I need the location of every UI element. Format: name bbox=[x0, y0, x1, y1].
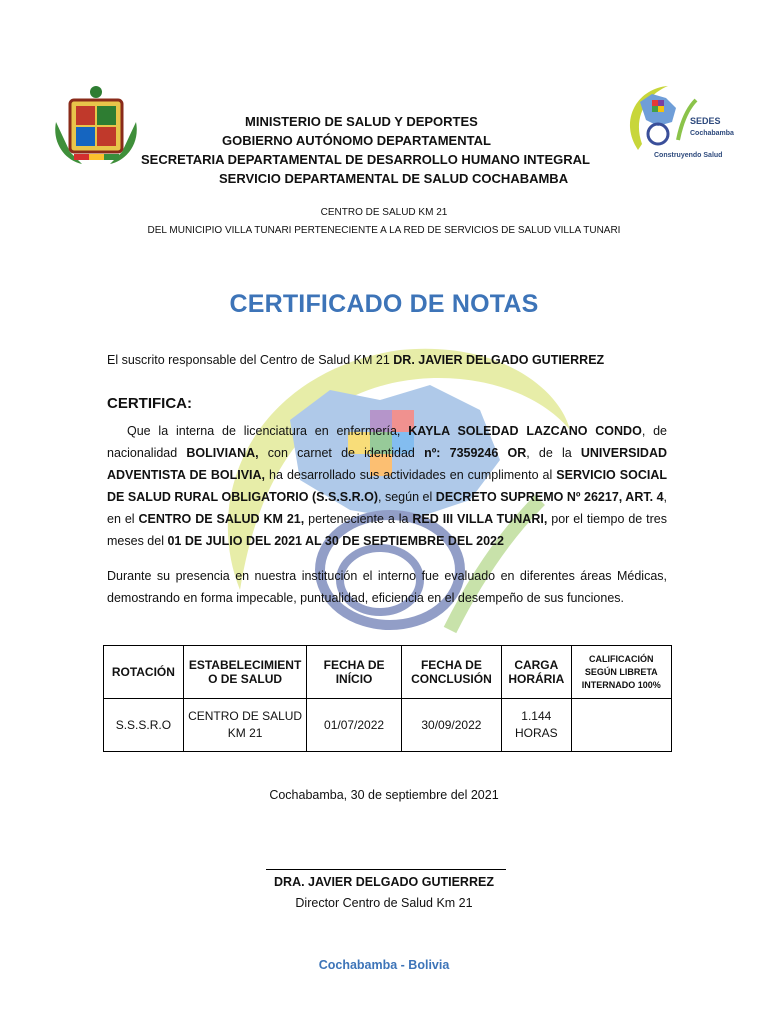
intro-text: El suscrito responsable del Centro de Salud KM 21 bbox=[107, 353, 394, 367]
university-name: UNIVERSIDAD ADVENTISTA DE BOLIVIA, bbox=[107, 446, 667, 482]
para1-text: , de la bbox=[526, 446, 581, 460]
nationality: BOLIVIANA, bbox=[186, 446, 259, 460]
table-row bbox=[104, 699, 672, 752]
para1-text: , en el bbox=[107, 490, 668, 526]
cell-fecha-inicio: 01/07/2022 bbox=[307, 699, 401, 752]
sedes-brand: SEDES bbox=[690, 116, 721, 126]
evaluation-paragraph: Durante su presencia en nuestra institución el interno fue evaluado en diferentes áreas Médicas, demostrando en forma impecable, puntualidad, eficiencia en el desempeño de sus funciones. bbox=[107, 569, 667, 605]
certification-paragraph bbox=[107, 420, 667, 552]
th-rotacion: ROTACIÓN bbox=[104, 646, 184, 699]
cell-establecimiento: CENTRO DE SALUD KM 21 bbox=[183, 699, 307, 752]
header-line-gobierno: GOBIERNO AUTÓNOMO DEPARTAMENTAL bbox=[222, 133, 491, 148]
para1-text: , de nacionalidad bbox=[107, 424, 667, 460]
signatory-name: DRA. JAVIER DELGADO GUTIERREZ bbox=[274, 875, 494, 889]
health-center-name: CENTRO DE SALUD KM 21, bbox=[138, 512, 305, 526]
signatory-role: Director Centro de Salud Km 21 bbox=[295, 896, 473, 910]
header-line-servicio: SERVICIO DEPARTAMENTAL DE SALUD COCHABAMBA bbox=[219, 171, 569, 186]
th-establecimiento: ESTABELECIMIENT O DE SALUD bbox=[183, 646, 307, 699]
table-header-row bbox=[104, 646, 672, 699]
header-line-secretaria: SECRETARIA DEPARTAMENTAL DE DESARROLLO HUMANO INTEGRAL bbox=[141, 152, 590, 167]
th-carga-horaria: CARGA HORÁRIA bbox=[502, 646, 571, 699]
period-dates: 01 DE JULIO DEL 2021 AL 30 DE SEPTIEMBRE DEL 2022 bbox=[167, 534, 504, 548]
decree-reference: DECRETO SUPREMO Nº 26217, ART. 4 bbox=[435, 490, 664, 504]
document-title: CERTIFICADO DE NOTAS bbox=[229, 290, 539, 318]
para1-text: Que la interna de licenciatura en enfermería, bbox=[127, 424, 409, 438]
certifica-heading: CERTIFICA: bbox=[107, 395, 192, 412]
cell-rotacion: S.S.S.R.O bbox=[104, 699, 184, 752]
para1-text: perteneciente a la bbox=[304, 512, 413, 526]
grades-table bbox=[103, 645, 672, 752]
student-name: KAYLA SOLEDAD LAZCANO CONDO bbox=[408, 424, 642, 438]
subheader-municipio: DEL MUNICIPIO VILLA TUNARI PERTENECIENTE A LA RED DE SERVICIOS DE SALUD VILLA TUNARI bbox=[147, 225, 621, 236]
header-line-ministerio: MINISTERIO DE SALUD Y DEPORTES bbox=[245, 114, 478, 129]
footer-location: Cochabamba - Bolivia bbox=[318, 958, 450, 972]
sedes-tagline: Construyendo Salud bbox=[654, 152, 723, 159]
intro-paragraph bbox=[107, 349, 667, 371]
sedes-logo bbox=[618, 80, 734, 168]
id-number: nº: 7359246 OR bbox=[424, 446, 527, 460]
th-fecha-inicio: FECHA DE INÍCIO bbox=[307, 646, 401, 699]
intro-name: DR. JAVIER DELGADO GUTIERREZ bbox=[393, 353, 605, 367]
th-fecha-conclusion: FECHA DE CONCLUSIÓN bbox=[401, 646, 501, 699]
signature-line bbox=[266, 869, 506, 870]
para1-text: ha desarrollado sus actividades en cumplimento al bbox=[265, 468, 557, 482]
subheader-centro: CENTRO DE SALUD KM 21 bbox=[320, 207, 448, 218]
network-name: RED III VILLA TUNARI, bbox=[412, 512, 548, 526]
th-calificacion: CALIFICACIÓN SEGÚN LIBRETA INTERNADO 100% bbox=[571, 646, 672, 699]
cell-calificacion bbox=[571, 699, 672, 752]
para1-text: con carnet de identidad bbox=[258, 446, 425, 460]
service-name: SERVICIO SOCIAL DE SALUD RURAL OBLIGATORIO (S.S.S.R.O) bbox=[107, 468, 668, 504]
place-date: Cochabamba, 30 de septiembre del 2021 bbox=[269, 788, 499, 802]
cell-fecha-conclusion: 30/09/2022 bbox=[401, 699, 501, 752]
cell-carga-horaria: 1.144 HORAS bbox=[502, 699, 571, 752]
sedes-region: Cochabamba bbox=[690, 130, 734, 137]
para1-text: , según el bbox=[378, 490, 436, 504]
para1-text: por el tiempo de tres meses del bbox=[107, 512, 668, 548]
bolivia-coat-of-arms-icon bbox=[50, 82, 142, 168]
